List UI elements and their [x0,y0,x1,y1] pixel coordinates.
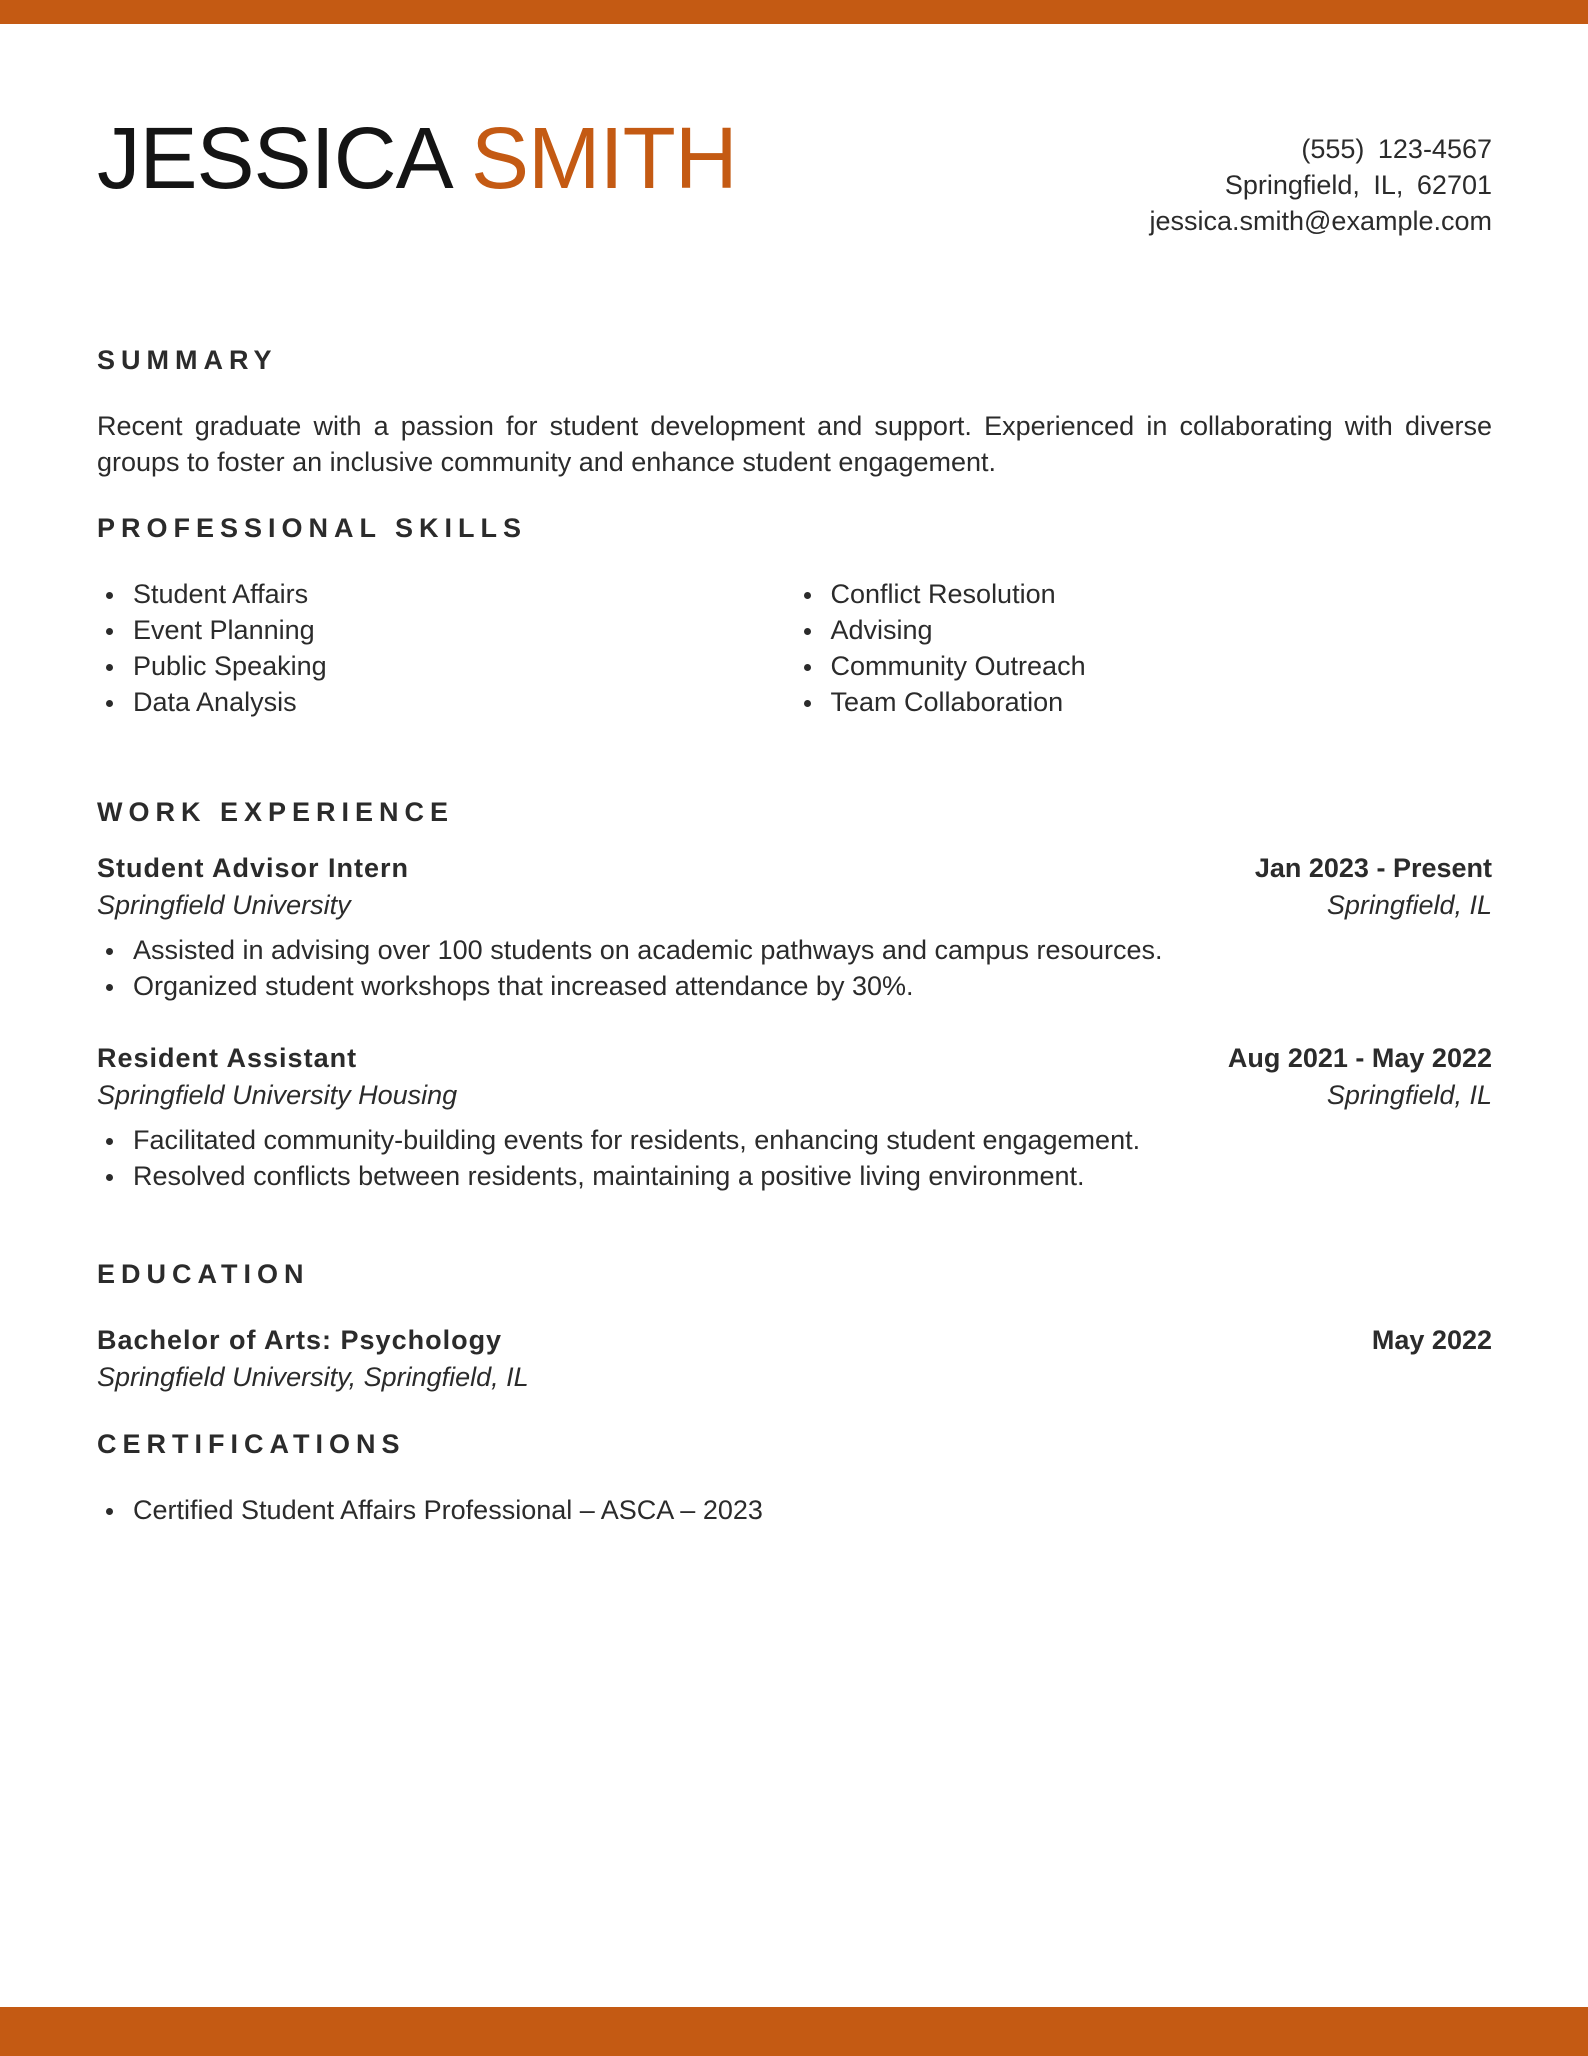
job-entry [97,850,1492,1004]
resume-page [97,24,1492,1525]
certifications-list [97,1492,1492,1528]
degree: Bachelor of Arts: Psychology [97,1325,503,1355]
top-accent-bar [0,0,1588,24]
email: jessica.smith@example.com [1149,206,1492,236]
certifications-heading: CERTIFICATIONS [97,1429,406,1459]
graduation-date: May 2022 [1371,1325,1492,1355]
job-bullet: Resolved conflicts between residents, maintaining a positive living environment. [97,1158,1492,1194]
skill-item: Public Speaking [97,648,795,684]
resume-header [97,24,1492,334]
skill-item: Team Collaboration [795,684,1493,720]
skill-item: Community Outreach [795,648,1493,684]
job-location: Springfield, IL [1326,1080,1492,1110]
job-org: Springfield University [97,890,351,920]
job-dates: Jan 2023 - Present [1254,853,1492,883]
job-bullet: Organized student workshops that increased attendance by 30%. [97,968,1492,1004]
skill-item: Event Planning [97,612,795,648]
job-entry [97,1040,1492,1194]
skill-item: Data Analysis [97,684,795,720]
bottom-accent-bar [0,2007,1588,2056]
skills-list [97,576,1492,720]
job-role: Resident Assistant [97,1043,358,1073]
job-bullets [97,932,1492,1004]
skill-item: Advising [795,612,1493,648]
last-name: SMITH [471,110,737,207]
education-entry [97,1322,1492,1396]
skills-column-right [795,576,1493,720]
education-heading: EDUCATION [97,1259,310,1289]
job-role: Student Advisor Intern [97,853,410,883]
job-bullet: Assisted in advising over 100 students on academic pathways and campus resources. [97,932,1492,968]
job-org: Springfield University Housing [97,1080,458,1110]
address: Springfield, IL, 62701 [1224,170,1492,200]
work-heading: WORK EXPERIENCE [97,797,455,827]
summary-text: Recent graduate with a passion for student development and support. Experienced in collaborating with diverse groups to foster an inclusive community and enhance student engagement. [97,411,1492,477]
contact-info [1149,131,1492,239]
job-bullets [97,1122,1492,1194]
school: Springfield University, Springfield, IL [97,1362,529,1392]
job-dates: Aug 2021 - May 2022 [1227,1043,1492,1073]
skills-heading: PROFESSIONAL SKILLS [97,513,528,543]
summary-heading: SUMMARY [97,345,278,375]
skill-item: Student Affairs [97,576,795,612]
certification-item: Certified Student Affairs Professional – ASCA – 2023 [97,1492,1492,1528]
candidate-name [97,110,737,207]
skills-column-left [97,576,795,720]
skill-item: Conflict Resolution [795,576,1493,612]
phone: (555) 123-4567 [1301,134,1492,164]
first-name: JESSICA [97,110,448,207]
job-location: Springfield, IL [1326,890,1492,920]
job-bullet: Facilitated community-building events for residents, enhancing student engagement. [97,1122,1492,1158]
